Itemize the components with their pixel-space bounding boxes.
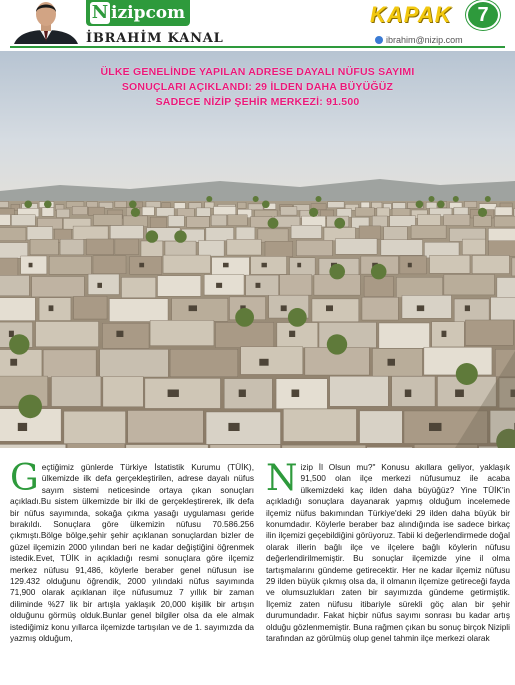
email-text: ibrahim@nizip.com [386, 35, 463, 45]
section-title: KAPAK [370, 2, 452, 27]
headline-line-3: SADECE NİZİP ŞEHİR MERKEZİ: 91.500 [155, 96, 360, 108]
city-panorama-image [0, 51, 515, 448]
email-icon [375, 36, 383, 44]
article-paragraph-right: izip İl Olsun mu?" Konusu akıllara geliyor, yaklaşık 91,500 olan ilçe merkezi nüfusumuz ile acaba ülkemizdeki kaç ilden daha büyüğüz? Yine TÜİK'in açıkladığı sonuçlara dayanarak yapmış olduğum incelemede ilçemiz nüfus bakımından Türkiye'deki 29 ilden daha büyük bir konumdadır. Köylerle beraber baz alındığında ise sadece birkaç ilin ilçemizi geçebildiğini görüyoruz. Tabii ki değerlendirmede doğal olarak illerin bağlı ilçe ve ilçelere bağlı köylerin nüfusu değerlendirilmemiştir. Bu sonuçlar ilçemizde yine il olma tartışmalarını gündeme getirecektir. Her ne kadar ilçemiz nüfusu 29 ilden büyük çıkmış olsa da, il olmanın ilçemize getireceği fayda ve olumsuzlukları zaten bir sayımızda gündeme getirmiştik. İlçemiz zaten nüfusu itibariyle sürekli göç alan bir şehir durumundadır. Fakat hiçbir nüfus sayımı sonrası bu kadar artış olduğu gözlenmemiştir. Buna rağmen çıkan bu sonuç birçok Nizipli tarafından az görülmüş olup genel tahmin ilçe merkezi olarak [266, 462, 510, 644]
author-photo [10, 0, 82, 44]
drop-cap-left: G [10, 458, 39, 499]
brand-logo [86, 0, 190, 26]
page-number: 7 [466, 0, 500, 30]
header-divider [10, 46, 505, 48]
article-column-right [266, 458, 510, 645]
page-header [0, 0, 515, 50]
article-body [0, 452, 515, 685]
brand-initial: N [91, 2, 109, 23]
article-column-left [10, 458, 254, 645]
brand-name: izipcom [111, 3, 186, 23]
drop-cap-right: N [266, 458, 298, 499]
headline [30, 65, 485, 110]
article-paragraph-left: eçtiğimiz günlerde Türkiye İstatistik Kurumu (TÜİK), ülkemizde ilk defa gerçekleştirilen, adrese dayalı nüfus sayım sistemi neticesinde ortaya çıkan sonuçları açıkladı.Bu sistem ülkemizde bir ilki de gerçekleştirerek, ilk defa bir nüfus sayımında, sokağa çıkma yasağı uygulaması geride bırakıldı. Sonuçlara göre ülkemizin nüfusu 70.586.256 çıkmıştı.Bölge bölge,şehir şehir açıklanan sonuçlardan bizler de güzel ilçemizin 2000 yılından beri ne kadar değiştiğini öğrenmek istedik.Evet, TÜİK in açıkladığı resmi sonuçlara göre ilçemiz merkez nüfusu 91,486, köylerle beraber genel nüfusun ise 129.432 olduğunu öğrendik, 2000 yılındaki nüfus sayımında 71,900 olarak açıklanan ilçe nüfusumuz 7 yıllık bir zaman diliminde %27 lik bir artışla yaklaşık 20,000 kişilik bir artışın olduğunu görmüş olduk.Bunlar genel bilgiler olsa da ele almak istediğimiz konu yıllarca ilçemizde tartışılan ve de 1. sayımızda da yazmış olduğum, [10, 462, 254, 644]
city-photo [0, 51, 515, 448]
headline-line-1: ÜLKE GENELİNDE YAPILAN ADRESE DAYALI NÜFUS SAYIMI [100, 66, 415, 78]
author-name: İBRAHİM KANAL [86, 31, 224, 46]
author-email [375, 35, 463, 45]
headline-line-2: SONUÇLARI AÇIKLANDI: 29 İLDEN DAHA BÜYÜĞÜZ [121, 81, 394, 93]
